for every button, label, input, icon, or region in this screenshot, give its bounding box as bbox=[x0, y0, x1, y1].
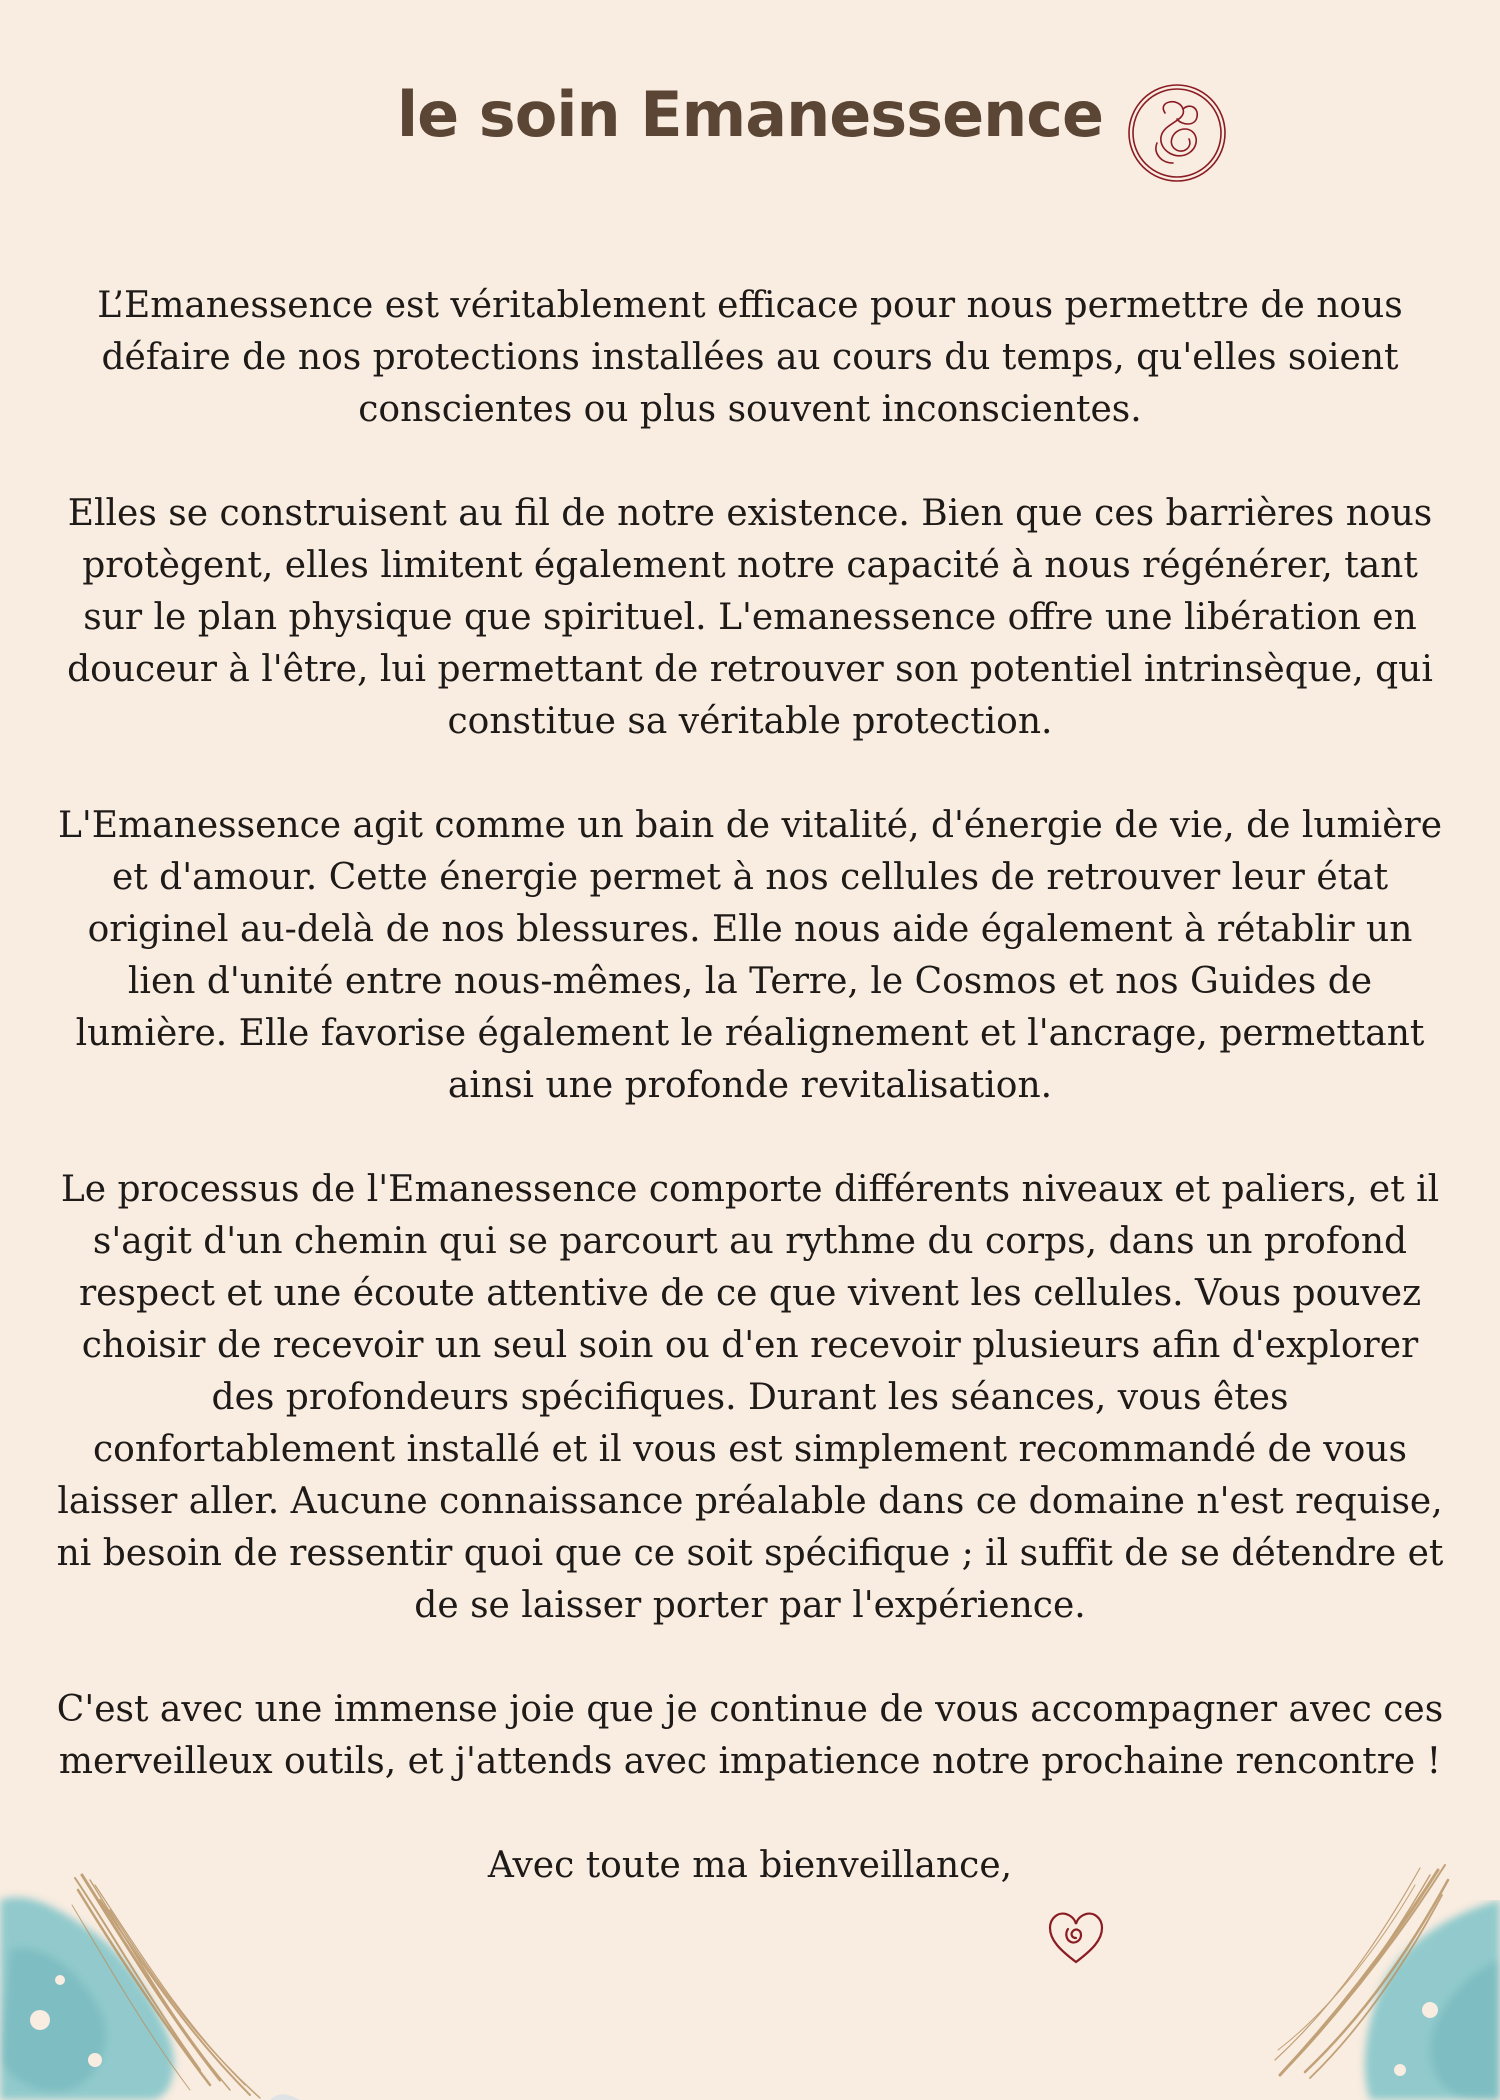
body-text bbox=[55, 280, 1445, 1892]
heart-spiral-icon bbox=[1046, 1908, 1106, 1968]
paragraph-5: C'est avec une immense joie que je continue de vous accompagner avec ces merveilleux outils, et j'attends avec impatience notre prochaine rencontre ! bbox=[56, 1689, 1444, 1782]
closing-line: Avec toute ma bienveillance, bbox=[487, 1845, 1013, 1886]
page-title bbox=[0, 78, 1500, 151]
paragraph-3: L'Emanessence agit comme un bain de vitalité, d'énergie de vie, de lumière et d'amour. Cette énergie permet à nos cellules de retrouver leur état originel au-delà de nos blessures. Elle nous aide également à rétablir un lien d'unité entre nous-mêmes, la Terre, le Cosmos et nos Guides de lumière. Elle favorise également le réalignement et l'ancrage, permettant ainsi une profonde revitalisation. bbox=[57, 805, 1443, 1106]
gold-brush-decoration-left bbox=[70, 1870, 270, 2100]
gold-brush-decoration-right bbox=[1270, 1860, 1450, 2080]
paragraph-2: Elles se construisent au fil de notre existence. Bien que ces barrières nous protègent, elles limitent également notre capacité à nous régénérer, tant sur le plan physique que spirituel. L'emanessence offre une libération en douceur à l'être, lui permettant de retrouver son potentiel intrinsèque, qui constitue sa véritable protection. bbox=[67, 493, 1433, 742]
page-title-text: le soin Emanessence bbox=[396, 78, 1104, 151]
paragraph-1: L’Emanessence est véritablement efficace pour nous permettre de nous défaire de nos protections installées au cours du temps, qu'elles soient conscientes ou plus souvent inconscientes. bbox=[97, 285, 1403, 430]
spiral-knot-logo-icon bbox=[1127, 83, 1227, 183]
paragraph-4: Le processus de l'Emanessence comporte différents niveaux et paliers, et il s'agit d'un chemin qui se parcourt au rythme du corps, dans un profond respect et une écoute attentive de ce que vivent les cellules. Vous pouvez choisir de recevoir un seul soin ou d'en recevoir plusieurs afin d'explorer des profondeurs spécifiques. Durant les séances, vous êtes confortablement installé et il vous est simplement recommandé de vous laisser aller. Aucune connaissance préalable dans ce domaine n'est requise, ni besoin de ressentir quoi que ce soit spécifique ; il suffit de se détendre et de se laisser porter par l'expérience. bbox=[56, 1169, 1444, 1626]
